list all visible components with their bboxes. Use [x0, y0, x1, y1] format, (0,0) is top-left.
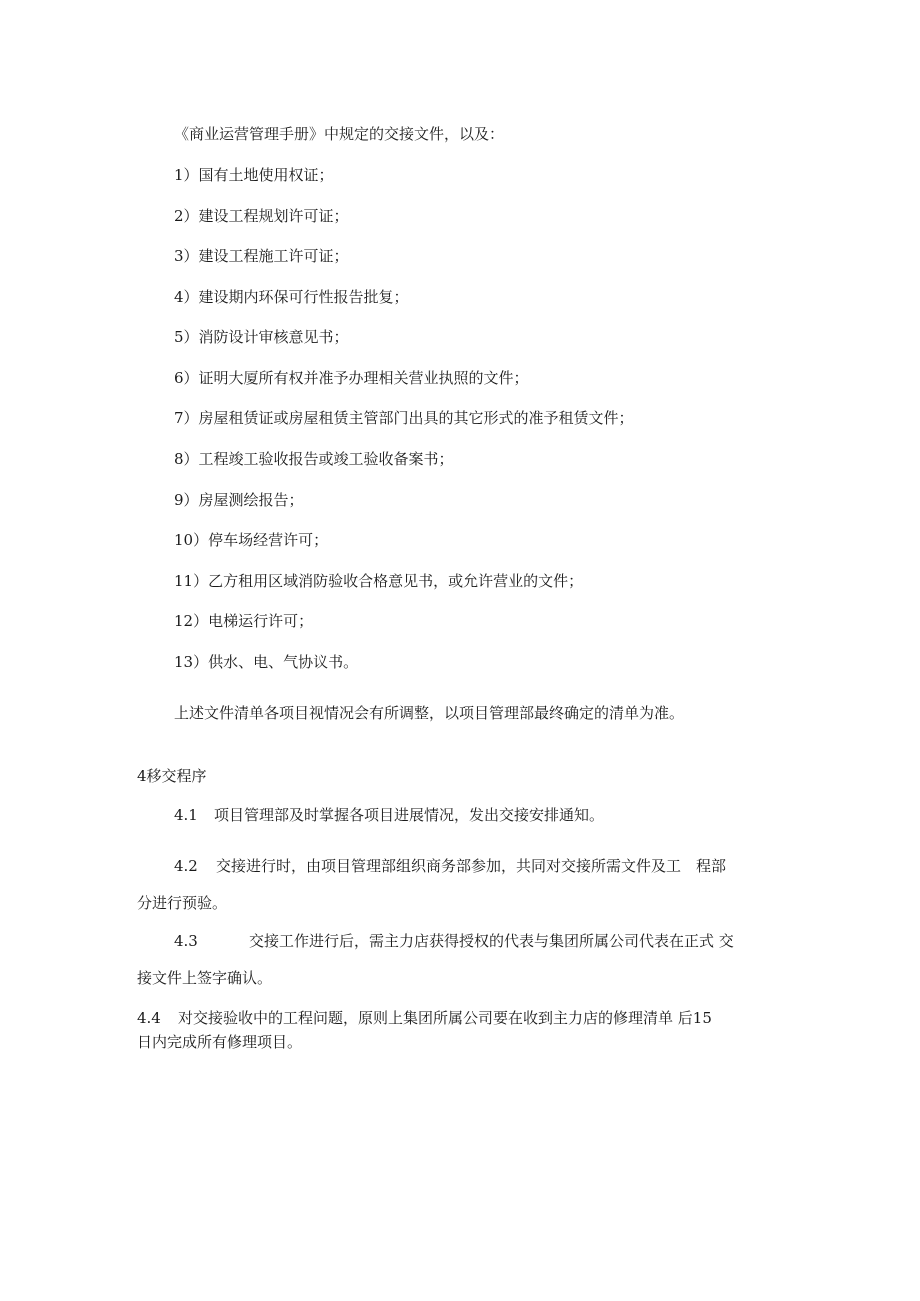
- list-item: 8）工程竣工验收报告或竣工验收备案书；: [174, 450, 454, 468]
- section-4-4-number: 4.4: [137, 1009, 161, 1027]
- list-item: 6）证明大厦所有权并准予办理相关营业执照的文件；: [174, 369, 529, 387]
- section-4-4-line1: 对交接验收中的工程问题，原则上集团所属公司要在收到主力店的修理清单 后15: [178, 1009, 712, 1027]
- section-4-3-number: 4.3: [174, 932, 198, 950]
- list-item: 2）建设工程规划许可证；: [174, 207, 349, 225]
- list-item: 7）房屋租赁证或房屋租赁主管部门出具的其它形式的准予租赁文件；: [174, 409, 634, 427]
- section-4-3-line2: 接文件上签字确认。: [137, 969, 273, 987]
- list-item: 10）停车场经营许可；: [174, 531, 329, 549]
- section-4-1-number: 4.1: [174, 806, 198, 824]
- intro-paragraph: 《商业运营管理手册》中规定的交接文件，以及：: [174, 125, 505, 143]
- list-item: 1）国有土地使用权证；: [174, 166, 334, 184]
- list-item: 9）房屋测绘报告；: [174, 491, 304, 509]
- list-item: 3）建设工程施工许可证；: [174, 247, 349, 265]
- list-item: 11）乙方租用区域消防验收合格意见书，或允许营业的文件；: [174, 572, 584, 590]
- section-4-3-line1: 交接工作进行后，需主力店获得授权的代表与集团所属公司代表在正式 交: [249, 932, 734, 950]
- section-heading: 4移交程序: [137, 767, 207, 785]
- note-paragraph: 上述文件清单各项目视情况会有所调整，以项目管理部最终确定的清单为准。: [174, 704, 685, 722]
- list-item: 12）电梯运行许可；: [174, 612, 314, 630]
- section-4-2-number: 4.2: [174, 857, 198, 875]
- section-4-2-line1: 交接进行时，由项目管理部组织商务部参加，共同对交接所需文件及工 程部: [216, 857, 727, 875]
- list-item: 4）建设期内环保可行性报告批复；: [174, 288, 409, 306]
- list-item: 13）供水、电、气协议书。: [174, 653, 359, 671]
- section-4-1-text: 项目管理部及时掌握各项目进展情况，发出交接安排通知。: [214, 806, 605, 824]
- list-item: 5）消防设计审核意见书；: [174, 328, 349, 346]
- section-4-4-line2: 日内完成所有修理项目。: [137, 1033, 303, 1051]
- section-4-2-line2: 分进行预验。: [137, 894, 228, 912]
